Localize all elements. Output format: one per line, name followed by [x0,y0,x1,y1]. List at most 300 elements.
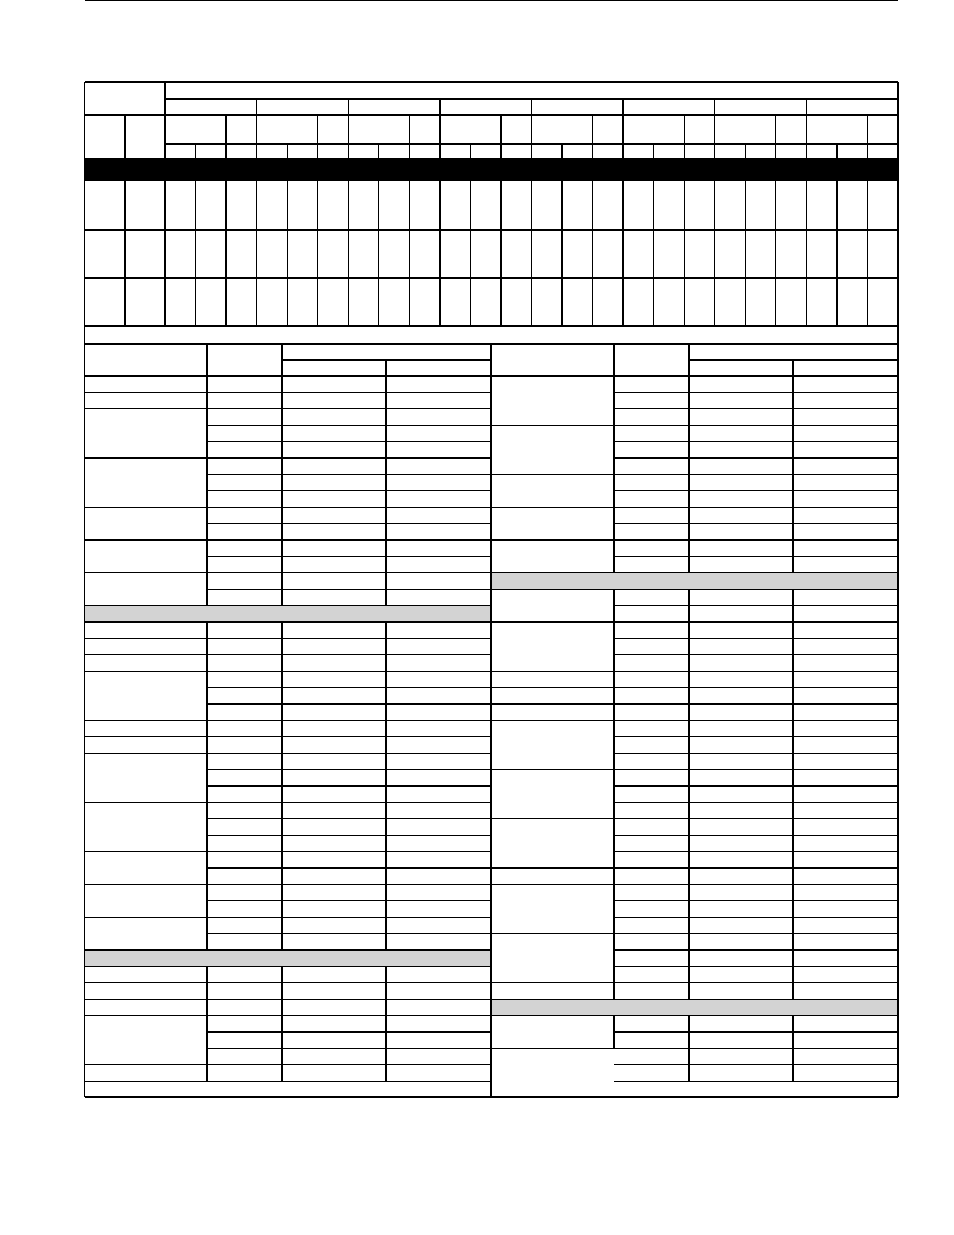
left-column-rule [281,852,282,868]
right-column-rule [792,409,793,425]
right-column-rule [792,934,793,950]
right-column-rule [792,917,793,933]
left-column-rule [281,819,282,835]
right-column-rule [688,1048,689,1064]
header-black-band [85,158,899,181]
right-column-rule [613,704,614,720]
left-column-rule [281,524,282,540]
right-column-rule [688,589,689,605]
left-column-rule [281,491,282,507]
left-column-rule [385,425,386,441]
right-column-rule [688,950,689,966]
left-column-rule [206,966,207,982]
right-row-rule [614,835,898,836]
right-column-rule [688,524,689,540]
data-column-rule [684,181,685,326]
left-row-rule [207,589,491,590]
right-row-rule [614,523,898,524]
right-column-rule [792,983,793,999]
left-row-rule [207,457,491,458]
frame-left [84,82,85,1097]
left-column-rule [206,999,207,1015]
left-column-rule [385,622,386,638]
left-column-rule [385,1065,386,1081]
left-column-rule [385,720,386,736]
data-column-rule [195,181,196,326]
left-row-rule [207,523,491,524]
label-split-data [124,181,125,326]
data-column-rule [500,181,501,326]
right-row-rule [614,1081,898,1082]
right-row-rule [614,457,898,458]
right-row-rule [614,736,898,737]
data-column-rule [164,181,165,326]
left-section-shade [85,950,492,966]
left-column-rule [281,540,282,556]
subcolumn-divider [317,115,318,158]
left-column-rule [281,409,282,425]
right-row-rule [614,818,898,819]
data-column-rule [622,181,623,326]
right-column-rule [613,720,614,769]
right-row-rule [614,425,898,426]
right-column-rule [688,802,689,818]
data-column-rule [531,181,532,326]
right-row-rule [491,1015,898,1016]
left-column-rule [385,1016,386,1032]
left-column-rule [385,819,386,835]
left-column-rule [385,392,386,408]
right-column-rule [688,671,689,687]
left-column-rule [385,376,386,392]
right-column-rule [792,1016,793,1032]
right-row-rule [614,0,898,1]
right-column-rule [792,753,793,769]
right-column-rule [688,655,689,671]
left-row-rule [207,884,491,885]
left-column-rule [385,966,386,982]
left-column-rule [206,1065,207,1081]
right-column-rule [613,688,614,704]
left-row-rule [207,720,491,721]
right-row-rule [614,966,898,967]
group-divider [256,99,257,158]
left-column-rule [281,638,282,654]
right-row-rule [614,802,898,803]
left-column-rule [281,442,282,458]
right-column-rule [792,1032,793,1048]
group-divider [348,99,349,158]
right-column-rule [688,1032,689,1048]
right-column-rule [792,425,793,441]
right-row-rule [614,1031,898,1032]
left-row-rule [85,621,492,622]
right-row-rule [614,933,898,934]
left-row-rule [207,753,491,754]
left-column-rule [385,671,386,687]
data-column-rule [439,181,440,326]
left-row-rule [207,671,491,672]
left-column-rule [385,573,386,589]
right-column-rule [613,376,614,425]
left-row-rule [207,1064,491,1065]
left-column-rule [281,835,282,851]
left-row-rule [207,802,491,803]
right-column-rule [688,835,689,851]
right-column-rule [792,540,793,556]
right-column-rule [792,901,793,917]
right-column-rule [792,524,793,540]
left-column-rule [206,638,207,654]
data-column-rule [653,181,654,326]
right-row-rule [614,867,898,868]
left-column-rule [281,1032,282,1048]
left-row-rule [207,392,491,393]
right-row-rule [614,621,898,622]
data-column-rule [806,181,807,326]
left-column-rule [281,786,282,802]
right-column-rule [688,376,689,392]
right-column-rule [688,819,689,835]
right-column-rule [613,671,614,687]
left-column-rule [385,770,386,786]
left-row-rule [207,408,491,409]
right-row-rule [614,441,898,442]
subcolumn-divider [287,144,288,158]
right-column-rule [688,753,689,769]
right-column-rule [688,606,689,622]
right-column-rule [688,917,689,933]
left-row-rule [207,425,491,426]
right-column-rule [688,540,689,556]
data-column-rule [836,181,837,326]
left-row-rule [207,703,491,704]
right-row-rule [614,785,898,786]
left-column-rule [206,671,207,720]
subcolumn-divider [561,144,562,158]
left-row-rule [207,0,491,1]
data-column-rule [348,181,349,326]
left-column-rule [385,704,386,720]
left-column-rule [385,540,386,556]
right-column-rule [688,491,689,507]
right-column-rule [688,852,689,868]
right-column-rule [792,556,793,572]
left-row-rule [207,851,491,852]
left-column-rule [385,524,386,540]
subcolumn-divider [684,115,685,158]
left-column-rule [281,704,282,720]
left-column-rule [281,688,282,704]
left-column-rule [385,737,386,753]
right-column-rule [688,934,689,950]
left-row-rule [207,556,491,557]
left-column-rule [385,999,386,1015]
right-row-rule [614,917,898,918]
left-column-rule [385,474,386,490]
data-column-rule [378,181,379,326]
left-column-rule [385,655,386,671]
left-row-rule [207,539,491,540]
right-column-rule [792,786,793,802]
left-row-rule [207,999,491,1000]
right-row-rule [614,605,898,606]
right-row-rule [614,703,898,704]
right-column-rule [792,835,793,851]
right-column-rule [688,507,689,523]
left-column-rule [385,835,386,851]
right-row-rule [614,1048,898,1049]
right-column-rule [792,852,793,868]
left-column-rule [206,655,207,671]
right-column-rule [792,966,793,982]
right-column-rule [688,1016,689,1032]
right-column-rule [688,720,689,736]
left-column-rule [385,983,386,999]
left-column-rule [281,884,282,900]
data-column-rule [225,181,226,326]
left-column-rule [385,868,386,884]
data-column-rule [714,181,715,326]
right-row-rule [614,851,898,852]
left-row-rule [207,900,491,901]
left-column-rule [281,802,282,818]
lower-header-divider [206,344,207,376]
left-row-rule [207,441,491,442]
subcolumn-divider [836,144,837,158]
frame-bottom [85,1096,899,1097]
left-column-rule [281,671,282,687]
left-row-rule [85,949,492,950]
left-row-rule [207,1015,491,1016]
right-row-rule [491,999,898,1000]
right-column-rule [792,589,793,605]
right-column-rule [792,819,793,835]
right-column-rule [792,671,793,687]
right-row-rule [614,753,898,754]
subcolumn-divider [409,115,410,158]
left-column-rule [281,458,282,474]
left-column-rule [385,556,386,572]
left-column-rule [385,507,386,523]
left-column-rule [385,802,386,818]
left-column-rule [281,573,282,589]
left-row-rule [85,605,492,606]
group-divider [622,99,623,158]
right-column-rule [688,1065,689,1081]
right-column-rule [792,474,793,490]
subcolumn-divider [225,115,226,158]
left-column-rule [206,622,207,638]
right-row-rule [614,507,898,508]
data-column-rule [592,181,593,326]
data-column-rule [287,181,288,326]
right-column-rule [792,655,793,671]
right-row-rule [491,572,898,573]
left-column-rule [206,392,207,408]
left-column-rule [281,425,282,441]
right-column-rule [792,606,793,622]
right-column-rule [613,868,614,884]
left-column-rule [281,901,282,917]
left-column-rule [281,770,282,786]
right-column-rule [688,442,689,458]
left-row-rule [85,966,492,967]
subcolumn-divider [592,115,593,158]
right-column-rule [792,737,793,753]
left-row-rule [207,769,491,770]
right-column-rule [688,966,689,982]
data-column-rule [867,181,868,326]
left-row-rule [207,867,491,868]
left-column-rule [385,884,386,900]
left-column-rule [281,589,282,605]
right-row-rule [614,671,898,672]
right-row-rule [614,769,898,770]
data-column-rule [775,181,776,326]
right-column-rule [688,392,689,408]
subcolumn-divider [500,115,501,158]
left-row-rule [207,736,491,737]
lower-header-divider [385,360,386,376]
right-row-rule [614,687,898,688]
subcolumn-divider [653,144,654,158]
right-column-rule [792,720,793,736]
left-row-rule [207,638,491,639]
left-row-rule [207,785,491,786]
subcolumn-divider [745,144,746,158]
data-column-rule [745,181,746,326]
left-row-rule [207,572,491,573]
right-column-rule [688,474,689,490]
right-column-rule [792,770,793,786]
data-column-rule [409,181,410,326]
left-column-rule [385,491,386,507]
right-row-rule [614,949,898,950]
right-column-rule [792,868,793,884]
right-column-rule [792,688,793,704]
left-row-rule [207,917,491,918]
left-row-rule [207,507,491,508]
left-column-rule [281,1016,282,1032]
right-column-rule [792,1048,793,1064]
right-column-rule [792,638,793,654]
left-row-rule [207,490,491,491]
subcolumn-divider [378,144,379,158]
left-column-rule [281,1065,282,1081]
lower-header-divider [281,344,282,376]
left-column-rule [281,753,282,769]
right-column-rule [613,425,614,474]
left-column-rule [281,507,282,523]
right-row-rule [614,654,898,655]
data-column-rule [470,181,471,326]
left-column-rule [206,376,207,392]
left-column-rule [206,737,207,753]
right-column-rule [688,901,689,917]
left-column-rule [385,442,386,458]
left-column-rule [206,1016,207,1065]
right-row-rule [614,884,898,885]
right-column-rule [688,688,689,704]
frame-top [85,81,899,82]
left-column-rule [385,409,386,425]
right-row-rule [614,1064,898,1065]
lower-header-divider [792,360,793,376]
left-column-rule [206,720,207,736]
left-column-rule [281,474,282,490]
right-column-rule [688,556,689,572]
right-row-rule [614,539,898,540]
left-row-rule [207,982,491,983]
right-column-rule [688,884,689,900]
right-column-rule [792,704,793,720]
right-column-rule [613,819,614,868]
left-column-rule [281,556,282,572]
left-row-rule [207,835,491,836]
right-row-rule [614,408,898,409]
right-column-rule [688,409,689,425]
group-divider [714,99,715,158]
frame-right [897,82,898,1097]
left-column-rule [281,655,282,671]
right-column-rule [688,786,689,802]
right-column-rule [792,802,793,818]
right-column-rule [688,638,689,654]
right-row-rule [614,900,898,901]
left-column-rule [385,753,386,769]
right-column-rule [688,770,689,786]
right-column-rule [613,622,614,671]
left-column-rule [281,376,282,392]
left-column-rule [281,1048,282,1064]
left-row-rule [207,474,491,475]
left-column-rule [281,737,282,753]
right-column-rule [792,376,793,392]
right-row-rule [614,392,898,393]
right-column-rule [792,950,793,966]
right-column-rule [613,770,614,819]
left-column-rule [385,917,386,933]
left-column-rule [281,917,282,933]
right-row-rule [614,556,898,557]
left-column-rule [385,1048,386,1064]
right-row-rule [614,720,898,721]
right-column-rule [613,884,614,933]
lower-header-divider [613,344,614,376]
left-column-rule [385,1032,386,1048]
right-column-rule [792,622,793,638]
right-column-rule [688,704,689,720]
left-column-rule [281,392,282,408]
right-row-rule [614,474,898,475]
right-column-rule [792,491,793,507]
left-column-rule [206,802,207,851]
right-section-shade [491,999,898,1015]
left-row-rule [207,1031,491,1032]
right-column-rule [613,934,614,983]
right-column-rule [792,507,793,523]
right-row-rule [491,589,898,590]
right-column-rule [792,442,793,458]
left-column-rule [385,786,386,802]
group-divider [806,99,807,158]
left-column-rule [281,720,282,736]
right-column-rule [613,983,614,999]
right-column-rule [688,737,689,753]
right-column-rule [792,392,793,408]
left-row-rule [207,933,491,934]
